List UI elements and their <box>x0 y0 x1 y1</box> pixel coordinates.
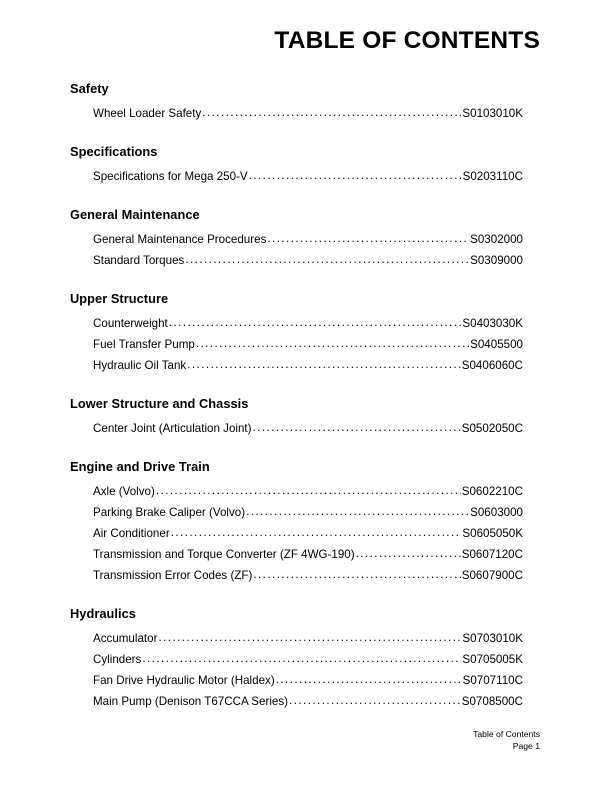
footer-page-number: Page 1 <box>512 740 540 751</box>
toc-entry[interactable] <box>93 628 523 649</box>
toc-section-heading: General Maintenance <box>70 207 200 222</box>
toc-entry-code: S0703010K <box>462 632 523 645</box>
toc-section <box>70 290 523 376</box>
toc-section-heading: Specifications <box>70 144 158 159</box>
toc-entry-list <box>70 628 523 712</box>
toc-entry-title: Fuel Transfer Pump <box>93 338 195 351</box>
toc-entry-code: S0309000 <box>470 254 523 267</box>
toc-entry-code: S0605050K <box>462 527 523 540</box>
toc-entry[interactable] <box>93 523 523 544</box>
toc-section <box>70 458 523 586</box>
dot-leader <box>171 526 462 537</box>
toc-entry[interactable] <box>93 103 523 124</box>
toc-entry-code: S0405500 <box>470 338 523 351</box>
page-title: TABLE OF CONTENTS <box>274 27 540 54</box>
toc-entry-list <box>70 103 523 124</box>
toc-entry-code: S0502050C <box>461 422 523 435</box>
toc-section-heading: Engine and Drive Train <box>70 459 210 474</box>
toc-entry[interactable] <box>93 565 523 586</box>
toc-entry[interactable] <box>93 418 523 439</box>
toc-entry[interactable] <box>93 502 523 523</box>
toc-entry-code: S0603000 <box>470 506 523 519</box>
toc-entry-list <box>70 418 523 439</box>
toc-entry[interactable] <box>93 544 523 565</box>
page-footer <box>473 729 540 752</box>
dot-leader <box>289 694 461 705</box>
toc-entry[interactable] <box>93 313 523 334</box>
toc-section <box>70 605 523 712</box>
toc-section-heading: Safety <box>70 81 109 96</box>
footer-document-name: Table of Contents <box>473 729 540 739</box>
dot-leader <box>196 337 469 348</box>
dot-leader <box>249 169 462 180</box>
toc-entry-title: Standard Torques <box>93 254 185 267</box>
dot-leader <box>253 421 461 432</box>
toc-entry-title: Axle (Volvo) <box>93 485 155 498</box>
toc-entry-list <box>70 229 523 271</box>
toc-entry-code: S0705005K <box>462 653 523 666</box>
toc-entry-code: S0707110C <box>462 674 523 687</box>
toc-entry[interactable] <box>93 649 523 670</box>
toc-entry-title: Parking Brake Caliper (Volvo) <box>93 506 246 519</box>
dot-leader <box>169 316 462 327</box>
toc-entry-title: Cylinders <box>93 653 142 666</box>
toc-entry-title: Counterweight <box>93 317 168 330</box>
toc-entry[interactable] <box>93 229 523 250</box>
toc-section-heading: Lower Structure and Chassis <box>70 396 249 411</box>
dot-leader <box>185 253 469 264</box>
toc-entry-title: Center Joint (Articulation Joint) <box>93 422 252 435</box>
toc-entry[interactable] <box>93 481 523 502</box>
toc-entry-code: S0403030K <box>462 317 523 330</box>
table-of-contents <box>70 80 523 712</box>
toc-entry-title: Transmission Error Codes (ZF) <box>93 569 253 582</box>
toc-entry-list <box>70 481 523 586</box>
toc-entry-code: S0708500C <box>461 695 523 708</box>
toc-entry-code: S0406060C <box>461 359 523 372</box>
dot-leader <box>187 358 461 369</box>
toc-entry-title: Fan Drive Hydraulic Motor (Haldex) <box>93 674 275 687</box>
dot-leader <box>267 232 469 243</box>
dot-leader <box>202 106 461 117</box>
toc-entry-title: Air Conditioner <box>93 527 170 540</box>
toc-entry[interactable] <box>93 166 523 187</box>
toc-entry-code: S0302000 <box>470 233 523 246</box>
toc-entry-title: Accumulator <box>93 632 158 645</box>
toc-section-heading: Hydraulics <box>70 606 136 621</box>
toc-entry[interactable] <box>93 250 523 271</box>
toc-entry[interactable] <box>93 691 523 712</box>
toc-entry-title: Main Pump (Denison T67CCA Series) <box>93 695 289 708</box>
toc-entry-title: Specifications for Mega 250-V <box>93 170 248 183</box>
toc-section <box>70 395 523 439</box>
toc-section <box>70 143 523 187</box>
dot-leader <box>276 673 462 684</box>
toc-entry-title: General Maintenance Procedures <box>93 233 267 246</box>
dot-leader <box>356 547 461 558</box>
toc-entry[interactable] <box>93 334 523 355</box>
toc-section-heading: Upper Structure <box>70 291 169 306</box>
toc-entry[interactable] <box>93 670 523 691</box>
toc-section <box>70 80 523 124</box>
toc-entry-code: S0602210C <box>461 485 523 498</box>
toc-entry-code: S0607120C <box>461 548 523 561</box>
dot-leader <box>246 505 469 516</box>
dot-leader <box>253 568 460 579</box>
toc-entry-list <box>70 166 523 187</box>
toc-section <box>70 206 523 271</box>
dot-leader <box>156 484 461 495</box>
dot-leader <box>142 652 461 663</box>
dot-leader <box>158 631 461 642</box>
toc-entry-title: Hydraulic Oil Tank <box>93 359 187 372</box>
toc-entry-code: S0607900C <box>461 569 523 582</box>
toc-entry[interactable] <box>93 355 523 376</box>
toc-entry-title: Wheel Loader Safety <box>93 107 202 120</box>
toc-entry-title: Transmission and Torque Converter (ZF 4WG-190) <box>93 548 355 561</box>
toc-entry-code: S0203110C <box>462 170 523 183</box>
toc-entry-list <box>70 313 523 376</box>
toc-entry-code: S0103010K <box>462 107 523 120</box>
